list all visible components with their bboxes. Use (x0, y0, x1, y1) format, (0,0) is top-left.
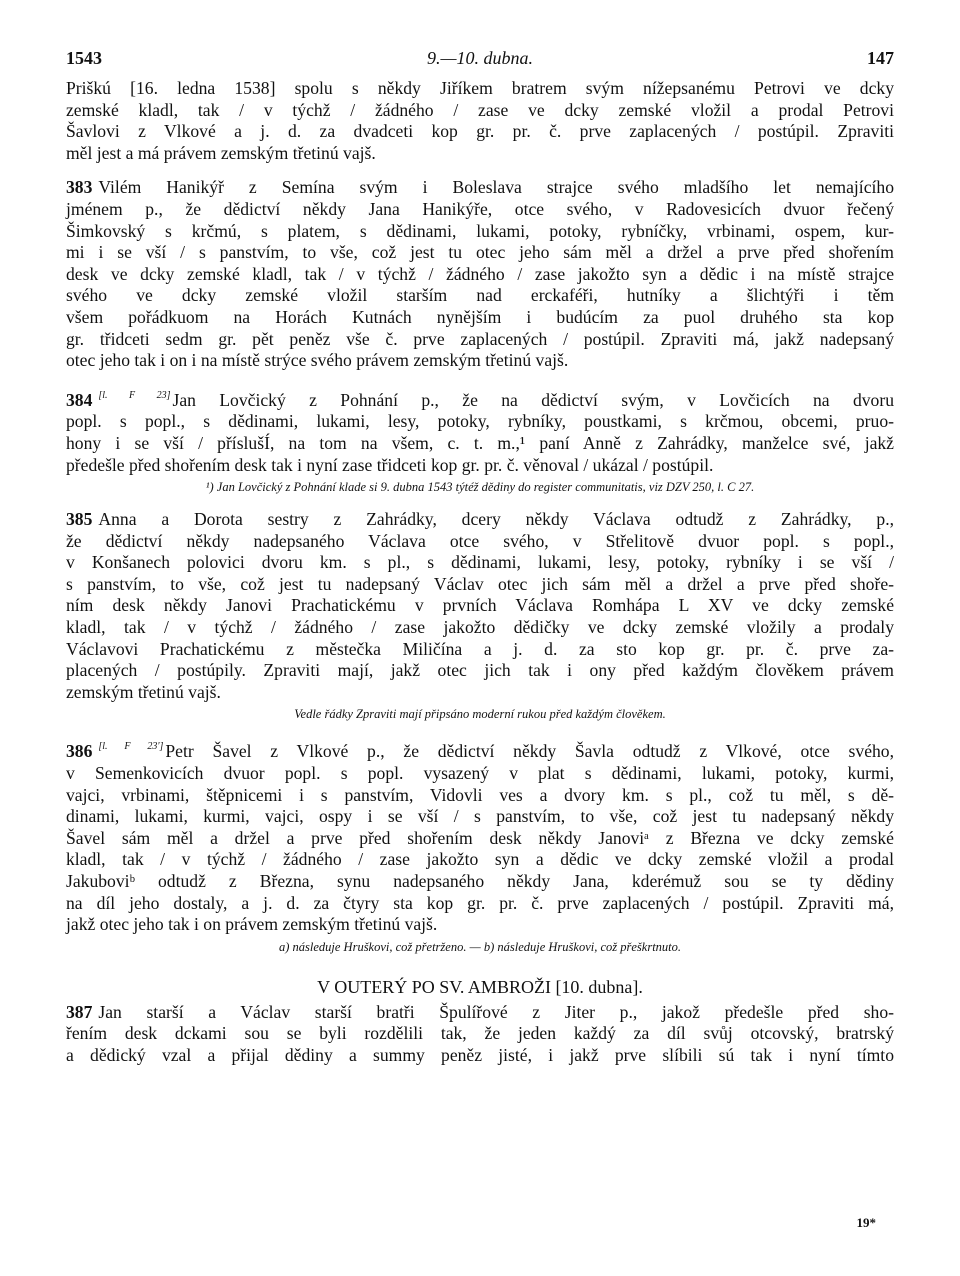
entry-number: 387 (66, 1001, 93, 1022)
signature-mark: 19* (856, 1215, 876, 1230)
entry-386 (66, 736, 894, 955)
entry-383 (66, 177, 894, 371)
text-line: vajci, vrbinami, štěpnicemi i s panstvím, Vidovli ves a dvory km. s pl., což tu měl, s dě- (66, 784, 894, 805)
text-line: Václavovi Prachatickému z městečka Miličína a j. d. za sto kop gr. pr. č. prve za- (66, 638, 894, 659)
text-line: s panstvím, to vše, což jest tu nadepsaný Václav otec jich sám měl a držel a prve před shoře- (66, 573, 894, 594)
text-line: Anna a Dorota sestry z Zahrádky, dcery někdy Václava odtudž z Zahrádky, p., (98, 509, 894, 530)
text-line: řením desk dckami sou se byli rozdělili tak, že jeden každý za díl svůj otcovský, bratrský (66, 1023, 894, 1044)
entry-number: 384 (66, 389, 93, 410)
text-line: Šimkovský s krčmú, s platem, s dědinami, lukami, potoky, rybníčky, vrbinami, ospem, kur- (66, 220, 894, 241)
header-date: 9.—10. dubna. (426, 48, 533, 68)
text-line: Jan Lovčický z Pohnání p., že na dědictví svým, v Lovčicích na dvoru (172, 389, 895, 410)
text-line: v Semenkovicích dvuor popl. s popl. vysazený v plat s dědinami, lukami, potoky, kurmi, (66, 763, 894, 784)
text-line: Šavel sám měl a držel a prve před shořením desk někdy Janoviᵃ z Března ve dcky zemské (66, 827, 894, 848)
text-line: desk ve dcky zemské kladl, tak / v týchž / žádného / zase jakožto syn a dědic i na místě strajce (66, 263, 894, 284)
text-line: všem pořádkuom na Horách Kutnách nynějším i budúcím za puol druhého sta kop (66, 306, 894, 327)
footnote: ¹) Jan Lovčický z Pohnání klade si 9. dubna 1543 týtéž dědiny do register communitatis, viz DZV 250, l. C 27. (205, 480, 755, 495)
text-line: hony i se vší / příslušÍ, na tom na všem, c. t. m.,¹ paní Anně z Zahrádky, manželce své, jakž (66, 432, 894, 453)
text-line: Jan starší a Václav starší bratři Špulířové z Jiter p., jakož předešle před sho- (98, 1001, 894, 1022)
text-line: popl. s popl., s dědinami, lukami, lesy, potoky, rybníky, poustkami, s krčmou, obcemi, pruo- (66, 411, 894, 432)
text-line: na díl jeho dostaly, a j. d. za čtyry sta kop gr. pr. č. prve zaplacených / postúpil. Zpraviti má, (66, 892, 894, 913)
text-line: kladl, tak / v týchž / žádného / zase jakožto dědičky ve dcky zemské vložily a prodaly (66, 617, 894, 638)
text-line: zemským třetinú vajš. (66, 681, 221, 702)
text-line: zemské kladl, tak / v týchž / žádného / zase ve dcky zemské vložil a prodal Petrovi (66, 99, 894, 120)
entry-385 (66, 509, 894, 723)
entry-387 (66, 1002, 894, 1067)
entry-384 (66, 385, 894, 496)
intro-paragraph (66, 78, 894, 164)
text-line: jakž otec jeho tak i on právem zemským třetinú vajš. (66, 914, 438, 935)
text-line: ním desk někdy Janovi Prachatickému v prvních Václava Romhápa L XV ve dcky zemské (66, 595, 894, 616)
document-page (66, 48, 894, 1067)
text-line: otec jeho tak i on i na místě strýce svého právem zemským třetinú vajš. (66, 350, 569, 371)
text-line: gr. třidceti sedm gr. pět peněz vše č. prve zaplacených / postúpil. Zpraviti má, jakž nadepsaný (66, 328, 894, 349)
footnote: a) následuje Hruškovi, což přetrženo. — b) následuje Hruškovi, což přeškrtnuto. (278, 939, 682, 954)
running-header (66, 48, 894, 78)
text-line: předešle před shořením desk tak i nyní zase třidceti kop gr. pr. č. věnoval / ukázal / postúpil. (66, 454, 714, 475)
text-line: Vilém Hanikýř z Semína svým i Boleslava strajce svého mladšího let nemajícího (98, 177, 894, 198)
text-line: Petr Šavel z Vlkové p., že dědictví někdy Šavla odtudž z Vlkové, otce svého, (165, 741, 894, 762)
section-heading: V OUTERÝ PO SV. AMBROŽI [10. dubna]. (317, 976, 643, 997)
text-line: mi i se vší / s panstvím, to vše, což jest tu otec jeho sám měl a držel a prve před shořením (66, 242, 894, 263)
text-line: svého ve dcky zemské vložil starším nad erckaféři, hutníky a šlichtýři i těm (66, 285, 894, 306)
text-line: kladl, tak / v týchž / žádného / zase jakožto syn a dědic ve dcky zemské vložil a prodal (66, 849, 894, 870)
text-line: v Konšanech polovici dvoru km. s pl., s dědinami, lukami, lesy, potoky, rybníky i se vší / (66, 552, 894, 573)
text-line: placených / postúpily. Zpraviti mají, jakž otec jich tak i ony před každým člověkem právem (66, 660, 894, 681)
text-line: dinami, lukami, kurmi, vajci, ospy i se vší / s panstvím, to vše, což jest tu nadepsaný někdy (66, 806, 894, 827)
entry-number: 386 (66, 741, 93, 762)
text-line: jménem p., že dědictví někdy Jana Hanikýře, otce svého, v Radovesicích dvuor řečený (66, 198, 894, 219)
header-page-number: 147 (867, 48, 894, 68)
entry-number: 385 (66, 509, 93, 530)
footnote: Vedle řádky Zpraviti mají připsáno moderní rukou před každým člověkem. (294, 707, 666, 722)
text-line: že dědictví někdy nadepsaného Václava otce svého, v Střelitově dvuor popl. s popl., (66, 530, 894, 551)
text-line: Priškú [16. ledna 1538] spolu s někdy Jiříkem bratrem svým nížepsanému Petrovi ve dcky (66, 78, 894, 98)
text-line: Šavlovi z Vlkové a j. d. za dvadceti kop gr. pr. č. prve zaplacených / postúpil. Zpraviti (66, 121, 894, 142)
text-line: měl jest a má právem zemským třetinú vajš. (66, 142, 376, 163)
header-year: 1543 (66, 48, 102, 68)
entry-number: 383 (66, 177, 93, 198)
folio-reference: [l. F 23] (98, 389, 171, 401)
folio-reference: [l. F 23'] (98, 741, 164, 753)
text-line: Jakuboviᵇ odtudž z Března, synu nadepsaného někdy Jana, kderémuž sou se ty dědiny (66, 871, 894, 891)
text-line: a dědický vzal a přijal dědiny a summy peněz jisté, i jakž prve slíbili sú tak i nyní tímto (66, 1044, 894, 1065)
